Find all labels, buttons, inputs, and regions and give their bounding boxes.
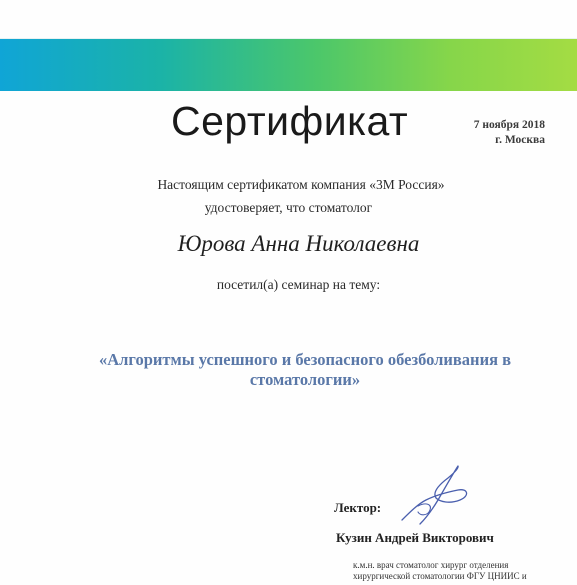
certificate-date: 7 ноября 2018 [473,119,545,131]
lecturer-signature [396,462,476,532]
decorative-gradient-band [0,38,577,91]
recipient-name: Юрова Анна Николаевна [177,231,420,256]
date-block [474,118,545,148]
certificate-title: Сертификат [171,98,409,144]
certificate-city: г. Москва [495,134,545,146]
intro-line-1: Настоящим сертификатом компания «3M Россия» [157,177,445,192]
lecturer-description: к.м.н. врач стоматолог хирург отделения хирургической стоматологии ФГУ ЦНИИС и [353,560,527,581]
lecturer-label: Лектор: [334,500,382,515]
seminar-topic: «Алгоритмы успешного и безопасного обезболивания в стоматологии» [98,350,512,389]
intro-line-2: удостоверяет, что стоматолог [204,200,373,215]
attended-text: посетил(а) семинар на тему: [216,277,381,292]
lecturer-name: Кузин Андрей Викторович [336,530,494,545]
intro-text [0,173,577,219]
